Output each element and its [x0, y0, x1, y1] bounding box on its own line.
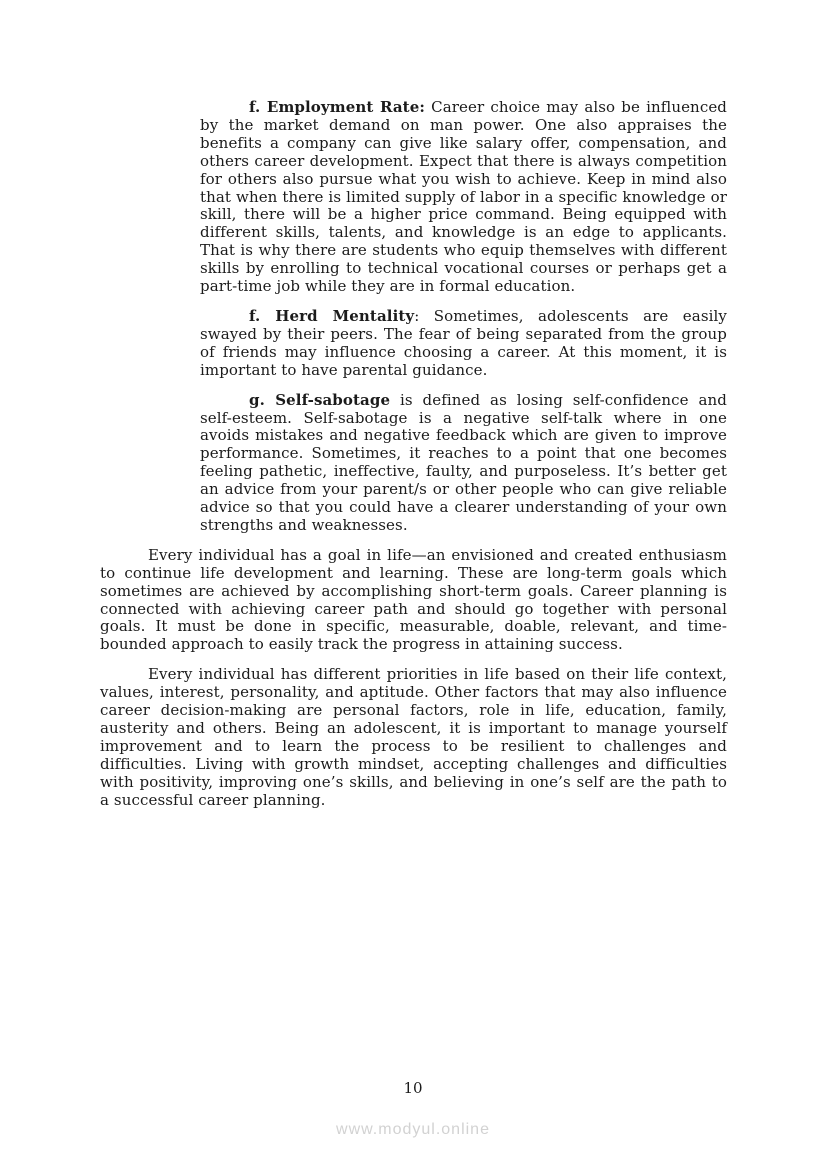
paragraph-priorities	[100, 666, 727, 809]
paragraph-body: Every individual has a goal in life—an envisioned and created enthusiasm to continue life development and learning. These are long-term goals which sometimes are achieved by accomplishing short-term goals. Career planning is connected with achieving career path and should go together with personal goals. It must be done in specific, measurable, doable, relevant, and time-bounded approach to easily track the progress in attaining success.	[100, 545, 727, 654]
paragraph-body: is defined as losing self-confidence and self-esteem. Self-sabotage is a negative self-talk where in one avoids mistakes and negative feedback which are given to improve performance. Sometimes, it reaches to a point that one becomes feeling pathetic, ineffective, faulty, and purposeless. It’s better get an advice from your parent/s or other people who can give reliable advice so that you could have a clearer understanding of your own strengths and weaknesses.	[200, 390, 727, 534]
paragraph-lead: g. Self-sabotage	[249, 390, 391, 409]
paragraph-herd-mentality	[200, 308, 727, 380]
paragraph-body: Career choice may also be influenced by the market demand on man power. One also appraises the benefits a company can give like salary offer, compensation, and others career development. Expect that there is always competition for others also pursue what you wish to achieve. Keep in mind also that when there is limited supply of labor in a specific knowledge or skill, there will be a higher price command. Being equipped with different skills, talents, and knowledge is an edge to applicants. That is why there are students who equip themselves with different skills by enrolling to technical vocational courses or perhaps get a part-time job while they are in formal education.	[200, 98, 727, 296]
paragraph-lead: f. Employment Rate:	[249, 98, 425, 116]
paragraph-goal-in-life	[100, 547, 727, 654]
paragraph-lead: f. Herd Mentality	[249, 306, 415, 325]
paragraph-body: Every individual has different priorities in life based on their life context, values, interest, personality, and aptitude. Other factors that may also influence career decision-making are personal factors, role in life, education, family, austerity and others. Being an adolescent, it is important to manage yourself improvement and to learn the process to be resilient to challenges and difficulties. Living with growth mindset, accepting challenges and difficulties with positivity, improving one’s skills, and believing in one’s self are the path to a successful career planning.	[100, 665, 727, 809]
watermark: www.modyul.online	[336, 1121, 490, 1138]
paragraph-employment-rate	[200, 99, 727, 296]
paragraph-body: : Sometimes, adolescents are easily swayed by their peers. The fear of being separated from the group of friends may influence choosing a career. At this moment, it is important to have parental guidance.	[200, 306, 727, 379]
page-number: 10	[403, 1079, 423, 1097]
paragraph-self-sabotage	[200, 392, 727, 535]
page-content	[0, 99, 826, 822]
